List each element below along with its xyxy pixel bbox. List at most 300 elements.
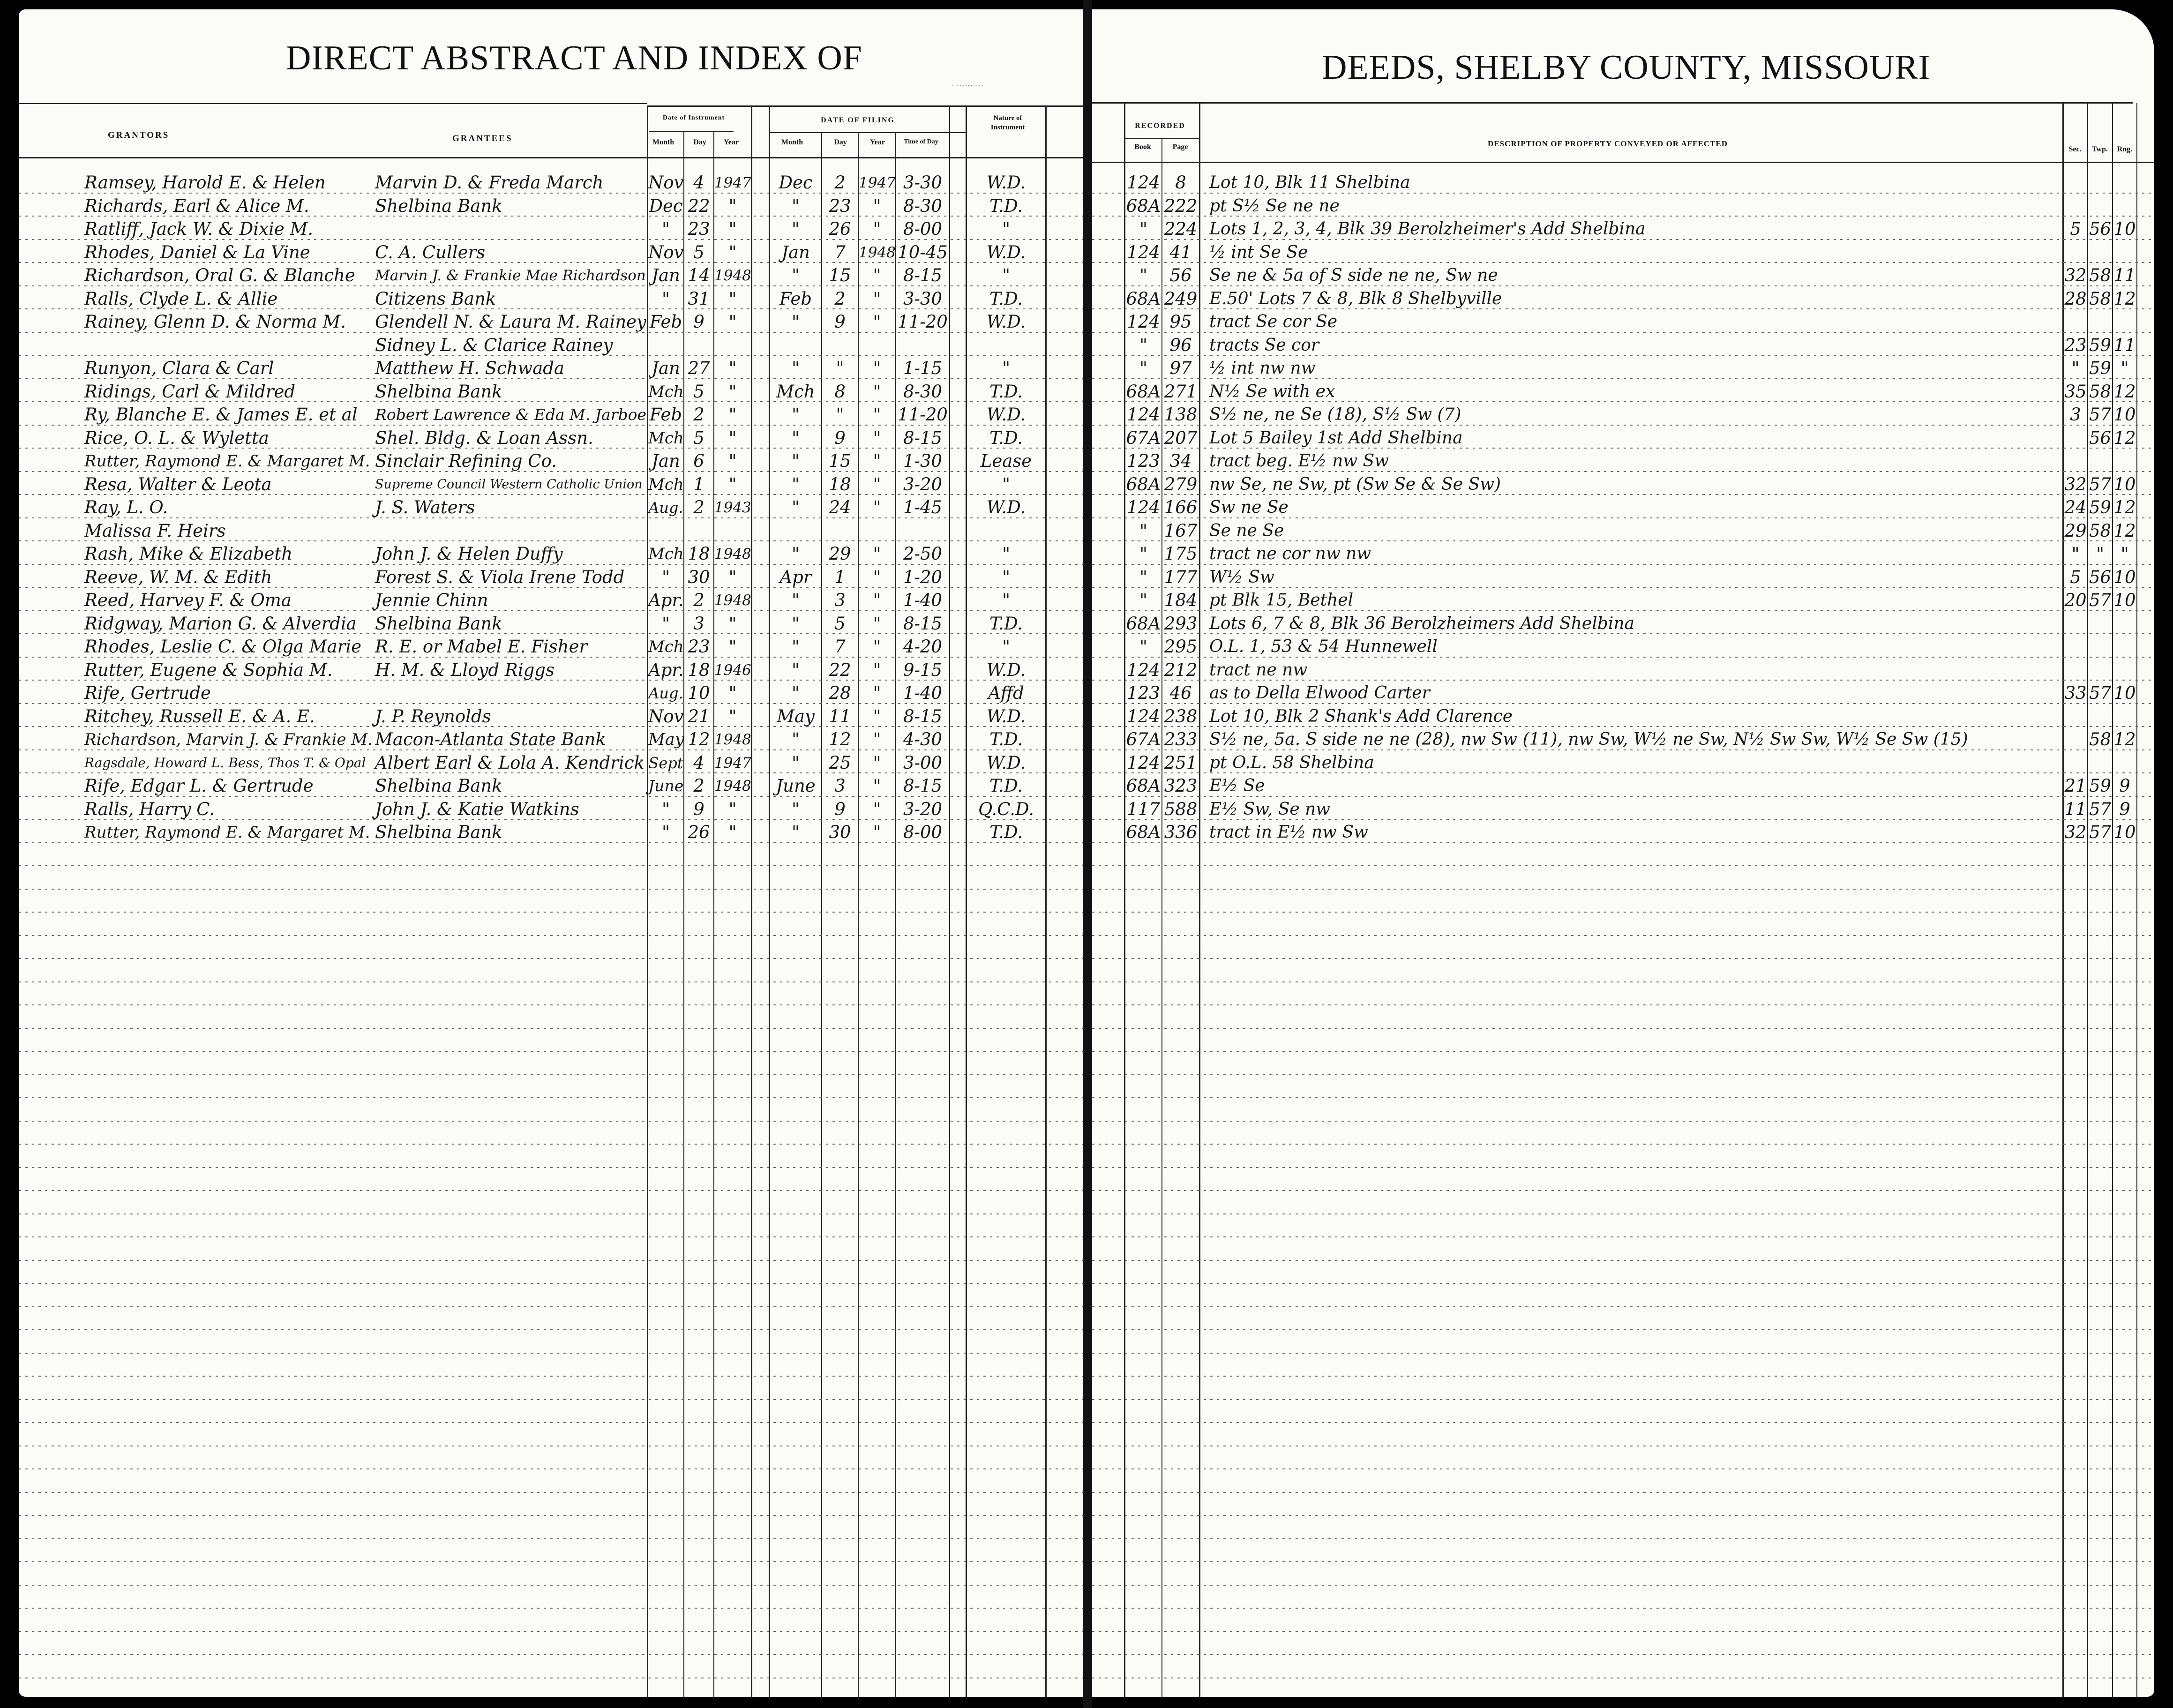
cell-sec <box>2064 241 2087 264</box>
cell-i-year: 1943 <box>714 499 751 516</box>
cell-page: 238 <box>1164 706 1198 727</box>
cell-sec: 32 <box>2064 474 2087 494</box>
cell-i-day: 30 <box>688 567 710 587</box>
ruled-line <box>1092 935 2154 936</box>
cell-book: 124 <box>1127 659 1160 680</box>
cell-sec <box>2064 751 2087 775</box>
cell-time: 8-15 <box>903 706 943 727</box>
ruled-line <box>1092 865 2154 866</box>
ruled-line <box>1092 1097 2154 1098</box>
cell-page: 295 <box>1164 637 1198 657</box>
ledger-row <box>19 171 1083 195</box>
cell-i-day <box>684 519 713 543</box>
cell-i-month: " <box>661 822 670 842</box>
cell-f-day: 11 <box>829 706 851 727</box>
cell-i-day: 4 <box>693 172 704 193</box>
cell-time: 1-40 <box>903 683 943 703</box>
cell-nature: T.D. <box>989 729 1023 749</box>
ruled-line <box>1092 1306 2154 1307</box>
cell-twp <box>2088 310 2112 334</box>
ruled-line <box>19 1631 1083 1632</box>
cell-f-day: 15 <box>829 451 851 471</box>
cell-nature: " <box>1002 637 1011 657</box>
cell-f-day <box>822 334 858 357</box>
ledger-row <box>19 821 1083 844</box>
cell-time: 1-45 <box>903 497 943 517</box>
cell-i-day: 6 <box>693 451 704 471</box>
cell-grantor: Ridings, Carl & Mildred <box>84 381 296 402</box>
cell-grantor: Reeve, W. M. & Edith <box>84 567 272 587</box>
cell-i-month: Nov <box>648 242 684 262</box>
cell-time: 2-50 <box>903 544 943 564</box>
cell-f-day: 1 <box>834 567 846 587</box>
cell-rng <box>2113 635 2136 659</box>
cell-f-day: 24 <box>829 497 851 517</box>
cell-i-month: " <box>661 219 670 239</box>
cell-nature <box>967 519 1045 543</box>
ruled-line <box>19 1004 1083 1005</box>
cell-f-month: " <box>791 312 800 332</box>
cell-grantor: Ray, L. O. <box>84 497 168 517</box>
ledger-row <box>19 357 1083 380</box>
left-page <box>19 9 1083 1697</box>
cell-time: 4-30 <box>903 729 943 749</box>
cell-page: 271 <box>1164 381 1198 402</box>
ruled-line <box>1092 1538 2154 1539</box>
cell-nature: T.D. <box>989 613 1023 634</box>
cell-i-day: 22 <box>688 195 710 216</box>
ledger-row <box>1092 705 2154 728</box>
cell-rng <box>2113 751 2136 775</box>
description-header: DESCRIPTION OF PROPERTY CONVEYED OR AFFECTED <box>1487 139 1728 148</box>
cell-book: 68A <box>1126 822 1161 842</box>
cell-nature: W.D. <box>986 172 1026 193</box>
cell-rng <box>2113 612 2136 636</box>
cell-sec <box>2064 449 2087 473</box>
ledger-row <box>1092 542 2154 566</box>
cell-f-year: " <box>873 312 881 332</box>
cell-f-day: 26 <box>829 219 851 239</box>
cell-i-month: Jan <box>652 451 680 471</box>
ledger-row <box>19 427 1083 450</box>
cell-twp <box>2088 751 2112 775</box>
cell-twp: 56 <box>2089 567 2112 587</box>
date-of-filing-header: DATE OF FILING <box>821 116 895 124</box>
cell-grantee: Shelbina Bank <box>375 381 502 402</box>
ruled-line <box>19 1190 1083 1191</box>
cell-nature: " <box>1002 590 1011 610</box>
ledger-row <box>1092 403 2154 427</box>
cell-f-year: " <box>873 474 881 494</box>
cell-f-month: " <box>791 637 800 657</box>
ruled-line <box>1092 1422 2154 1423</box>
cell-f-month: Dec <box>779 172 813 193</box>
cell-twp: 57 <box>2089 683 2112 703</box>
cell-grantee: Shelbina Bank <box>375 613 502 634</box>
cell-f-day: 2 <box>834 288 846 309</box>
cell-i-year: " <box>728 613 737 634</box>
cell-twp <box>2088 241 2112 264</box>
ruled-line <box>19 1422 1083 1423</box>
cell-i-year: 1948 <box>714 592 751 609</box>
ledger-row <box>19 589 1083 612</box>
ruled-line <box>19 1167 1083 1168</box>
ledger-row <box>1092 519 2154 543</box>
cell-desc: tract in E½ nw Sw <box>1209 823 1368 842</box>
cell-desc: tracts Se cor <box>1209 335 1319 355</box>
ledger-row <box>1092 473 2154 496</box>
ruled-line <box>1092 889 2154 890</box>
cell-time: 8-00 <box>903 822 943 842</box>
ruled-line <box>1092 981 2154 982</box>
cell-book: " <box>1139 265 1148 285</box>
cell-grantee <box>375 519 647 543</box>
cell-desc: pt O.L. 58 Shelbina <box>1209 753 1374 772</box>
ruled-line <box>1092 1283 2154 1284</box>
cell-page: 97 <box>1169 358 1192 378</box>
cell-grantee: Matthew H. Schwada <box>375 358 565 378</box>
cell-page: 293 <box>1164 613 1198 634</box>
cell-grantee: Shel. Bldg. & Loan Assn. <box>375 427 593 448</box>
cell-rng: 10 <box>2113 219 2136 239</box>
cell-nature: W.D. <box>986 497 1026 517</box>
cell-f-day: 28 <box>829 683 851 703</box>
cell-book: " <box>1139 567 1148 587</box>
cell-page: 224 <box>1164 219 1198 239</box>
cell-i-month: Nov <box>648 172 684 193</box>
cell-f-day: 7 <box>834 242 846 262</box>
cell-page: 279 <box>1164 474 1198 494</box>
cell-page: 56 <box>1169 265 1192 285</box>
cell-rng <box>2113 310 2136 334</box>
cell-i-month: Aug. <box>648 684 683 702</box>
cell-rng <box>2113 171 2136 195</box>
book-binding <box>1083 0 1092 1708</box>
cell-i-year: " <box>728 381 737 402</box>
cell-twp: 57 <box>2089 590 2112 610</box>
cell-desc: Se ne & 5a of S side ne ne, Sw ne <box>1209 266 1498 285</box>
cell-f-month: " <box>791 219 800 239</box>
cell-sec: 11 <box>2064 799 2087 819</box>
cell-grantor: Ralls, Harry C. <box>84 799 215 819</box>
cell-book: 123 <box>1127 451 1160 471</box>
cell-sec: 29 <box>2064 520 2087 541</box>
ruled-line <box>1092 1561 2154 1562</box>
cell-i-year: 1948 <box>714 731 751 748</box>
cell-f-year: " <box>873 637 881 657</box>
ledger-row <box>1092 241 2154 264</box>
ledger-row <box>19 542 1083 566</box>
cell-f-month: " <box>791 474 800 494</box>
cell-twp: 59 <box>2089 358 2112 378</box>
ledger-row <box>1092 287 2154 311</box>
ruled-line <box>1092 1608 2154 1609</box>
cell-page: 233 <box>1164 729 1198 749</box>
ruled-line <box>1092 1121 2154 1122</box>
cell-i-day: 12 <box>688 729 710 749</box>
cell-twp: 57 <box>2089 822 2112 842</box>
cell-i-month: May <box>648 730 684 749</box>
ruled-line <box>19 1654 1083 1655</box>
cell-f-year: " <box>873 405 881 425</box>
cell-f-year: " <box>873 729 881 749</box>
i-day-header: Day <box>693 138 706 146</box>
cell-desc: S½ ne, 5a. S side ne ne (28), nw Sw (11), nw Sw, W½ ne Sw, N½ Sw Sw, W½ Se Sw (15) <box>1209 730 1968 749</box>
ledger-row <box>19 659 1083 682</box>
right-page <box>1092 9 2154 1697</box>
ruled-line <box>19 1074 1083 1075</box>
ledger-row <box>1092 496 2154 519</box>
recorded-header: RECORDED <box>1135 122 1185 130</box>
cell-book: 124 <box>1127 497 1160 517</box>
ruled-line <box>1092 958 2154 959</box>
cell-grantor: Rhodes, Leslie C. & Olga Marie <box>84 637 362 657</box>
cell-twp: 58 <box>2089 520 2112 541</box>
cell-rng: 12 <box>2113 497 2136 517</box>
cell-f-day <box>822 519 858 543</box>
cell-book: 124 <box>1127 312 1160 332</box>
cell-f-day: 9 <box>834 427 846 448</box>
cell-grantor: Ramsey, Harold E. & Helen <box>84 172 326 193</box>
cell-nature <box>967 334 1045 357</box>
cell-i-month: Nov <box>648 706 684 727</box>
cell-page: 95 <box>1169 312 1192 332</box>
cell-desc: Lot 10, Blk 11 Shelbina <box>1209 173 1410 192</box>
cell-sec <box>2064 612 2087 636</box>
cell-grantee: Macon-Atlanta State Bank <box>375 729 606 749</box>
ruled-line <box>19 935 1083 936</box>
time-of-day-header: Time of Day <box>904 138 938 145</box>
cell-f-day: 30 <box>829 822 851 842</box>
cell-f-year: " <box>873 822 881 842</box>
cell-time <box>896 334 949 357</box>
cell-desc: S½ ne, ne Se (18), S½ Sw (7) <box>1209 405 1461 424</box>
cell-sec: 20 <box>2064 590 2087 610</box>
cell-sec: 21 <box>2064 776 2087 796</box>
cell-f-month: " <box>791 752 800 773</box>
cell-grantor <box>84 334 375 357</box>
header-rule <box>1092 102 2133 104</box>
cell-time: 4-20 <box>903 637 943 657</box>
cell-f-month: Jan <box>781 242 810 262</box>
cell-nature: " <box>1002 567 1011 587</box>
cell-page: 34 <box>1169 451 1192 471</box>
ruled-line <box>1092 1167 2154 1168</box>
cell-time: 10-45 <box>898 242 948 262</box>
cell-nature: T.D. <box>989 427 1023 448</box>
cell-page: 323 <box>1164 776 1198 796</box>
cell-grantor: Rutter, Raymond E. & Margaret M. <box>84 452 370 471</box>
ledger-row <box>19 728 1083 751</box>
cell-book: " <box>1139 520 1148 541</box>
cell-f-year: " <box>873 544 881 564</box>
ledger-row <box>19 566 1083 589</box>
cell-i-year: 1947 <box>714 174 751 191</box>
cell-sec <box>2064 310 2087 334</box>
ruled-line <box>1092 1376 2154 1377</box>
cell-grantor: Ritchey, Russell E. & A. E. <box>84 706 315 727</box>
ruled-line <box>1092 1051 2154 1052</box>
cell-i-year: 1948 <box>714 267 751 284</box>
cell-i-day: 26 <box>688 822 710 842</box>
cell-nature: Affd <box>988 683 1024 703</box>
cell-rng: 10 <box>2113 474 2136 494</box>
cell-f-month: " <box>791 405 800 425</box>
cell-time: 1-40 <box>903 590 943 610</box>
cell-f-month: " <box>791 683 800 703</box>
ruled-line <box>19 1492 1083 1493</box>
cell-f-day: 18 <box>829 474 851 494</box>
cell-grantee: Shelbina Bank <box>375 195 502 216</box>
cell-time: 3-30 <box>903 288 943 309</box>
cell-nature: T.D. <box>989 195 1023 216</box>
ledger-row <box>19 473 1083 496</box>
cell-desc: ½ int Se Se <box>1209 242 1308 262</box>
cell-nature: W.D. <box>986 312 1026 332</box>
cell-f-month: " <box>791 729 800 749</box>
cell-i-day: 4 <box>693 752 704 773</box>
ledger-row <box>1092 659 2154 682</box>
cell-time: 3-00 <box>903 752 943 773</box>
cell-sec <box>2064 705 2087 728</box>
ruled-line <box>19 1561 1083 1562</box>
cell-page: 251 <box>1164 752 1198 773</box>
cell-f-day: 9 <box>834 312 846 332</box>
header-rule <box>647 105 1083 107</box>
cell-f-month: " <box>791 358 800 378</box>
ruled-line <box>19 1468 1083 1469</box>
cell-i-year: " <box>728 195 737 216</box>
cell-sec <box>2064 171 2087 195</box>
cell-nature: Lease <box>980 451 1032 471</box>
cell-i-day: 2 <box>693 405 704 425</box>
cell-grantor: Ragsdale, Howard L. Bess, Thos T. & Opal <box>84 755 366 771</box>
cell-f-year: " <box>873 706 881 727</box>
cell-page: 167 <box>1164 520 1198 541</box>
cell-twp: 59 <box>2089 497 2112 517</box>
ledger-row <box>1092 589 2154 612</box>
ruled-line <box>19 1353 1083 1354</box>
cell-f-year: " <box>873 497 881 517</box>
cell-nature: T.D. <box>989 776 1023 796</box>
cell-page: 138 <box>1164 405 1198 425</box>
cell-f-year: " <box>873 752 881 773</box>
left-page-title: DIRECT ABSTRACT AND INDEX OF <box>286 39 862 77</box>
cell-f-month: " <box>791 613 800 634</box>
cell-sec <box>2064 659 2087 682</box>
cell-page: 177 <box>1164 567 1198 587</box>
cell-i-month <box>648 334 683 357</box>
cell-f-day: " <box>836 358 844 378</box>
date-of-instrument-header: Date of Instrument <box>662 114 725 121</box>
i-year-header: Year <box>724 138 739 146</box>
cell-nature: W.D. <box>986 242 1026 262</box>
cell-book: 124 <box>1127 752 1160 773</box>
cell-book: 124 <box>1127 172 1160 193</box>
cell-rng <box>2113 241 2136 264</box>
ruled-line <box>19 1585 1083 1586</box>
cell-twp <box>2088 449 2112 473</box>
cell-rng: 10 <box>2113 683 2136 703</box>
cell-f-day: 22 <box>829 659 851 680</box>
cell-nature: W.D. <box>986 405 1026 425</box>
cell-book: 67A <box>1126 729 1161 749</box>
cell-grantor: Rainey, Glenn D. & Norma M. <box>84 312 346 332</box>
ledger-row <box>19 612 1083 636</box>
cell-book: 123 <box>1127 683 1160 703</box>
cell-grantor: Ry, Blanche E. & James E. et al <box>84 405 358 425</box>
cell-twp: 57 <box>2089 799 2112 819</box>
grantees-header: GRANTEES <box>452 134 513 143</box>
cell-nature: Q.C.D. <box>978 799 1034 819</box>
cell-f-year: 1948 <box>859 244 896 261</box>
cell-time: 3-20 <box>903 474 943 494</box>
cell-i-year <box>714 334 751 357</box>
ledger-row <box>1092 751 2154 775</box>
cell-rng: 11 <box>2113 265 2136 285</box>
cell-rng: 9 <box>2119 776 2130 796</box>
cell-i-day: 9 <box>693 312 704 332</box>
cell-twp: 59 <box>2089 335 2112 355</box>
cell-page: 166 <box>1164 497 1198 517</box>
cell-twp: 58 <box>2089 729 2112 749</box>
cell-rng: 9 <box>2119 799 2130 819</box>
header-bottom-rule <box>1092 162 2154 163</box>
cell-i-day: 3 <box>693 613 704 634</box>
cell-twp: 58 <box>2089 288 2112 309</box>
cell-rng <box>2113 659 2136 682</box>
cell-f-year: " <box>873 265 881 285</box>
ruled-line <box>1092 1631 2154 1632</box>
cell-grantee: Shelbina Bank <box>375 776 502 796</box>
ruled-line <box>19 1515 1083 1516</box>
ledger-row <box>1092 449 2154 473</box>
ruled-line <box>1092 1329 2154 1330</box>
cell-sec <box>2064 195 2087 218</box>
cell-time: 3-30 <box>903 172 943 193</box>
cell-nature: W.D. <box>986 659 1026 680</box>
cell-f-day: 2 <box>834 172 846 193</box>
ruled-line <box>19 1608 1083 1609</box>
cell-nature: W.D. <box>986 752 1026 773</box>
ruled-line <box>19 865 1083 866</box>
cell-twp: " <box>2096 544 2105 564</box>
cell-i-month: Jan <box>652 265 680 285</box>
cell-grantor: Ridgway, Marion G. & Alverdia <box>84 613 357 634</box>
ledger-row <box>1092 334 2154 357</box>
cell-nature: " <box>1002 358 1011 378</box>
cell-desc: tract ne cor nw nw <box>1209 544 1371 563</box>
cell-f-day: 23 <box>829 195 851 216</box>
cell-desc: Lot 10, Blk 2 Shank's Add Clarence <box>1209 706 1513 726</box>
cell-grantor: Ratliff, Jack W. & Dixie M. <box>84 219 314 239</box>
cell-rng <box>2113 705 2136 728</box>
cell-rng <box>2113 195 2136 218</box>
cell-book: " <box>1139 544 1148 564</box>
ledger-row <box>19 751 1083 775</box>
ruled-line <box>1092 1236 2154 1237</box>
cell-grantor: Rash, Mike & Elizabeth <box>84 544 293 564</box>
cell-i-year: 1948 <box>714 546 751 562</box>
ruled-line <box>1092 1585 2154 1586</box>
ruled-line <box>19 1260 1083 1261</box>
cell-twp <box>2088 612 2112 636</box>
cell-grantee: Robert Lawrence & Eda M. Jarboe <box>375 405 646 424</box>
cell-page: 336 <box>1164 822 1198 842</box>
sec-header: Sec. <box>2068 145 2082 153</box>
cell-desc: pt S½ Se ne ne <box>1209 196 1340 216</box>
ledger-row <box>1092 798 2154 821</box>
